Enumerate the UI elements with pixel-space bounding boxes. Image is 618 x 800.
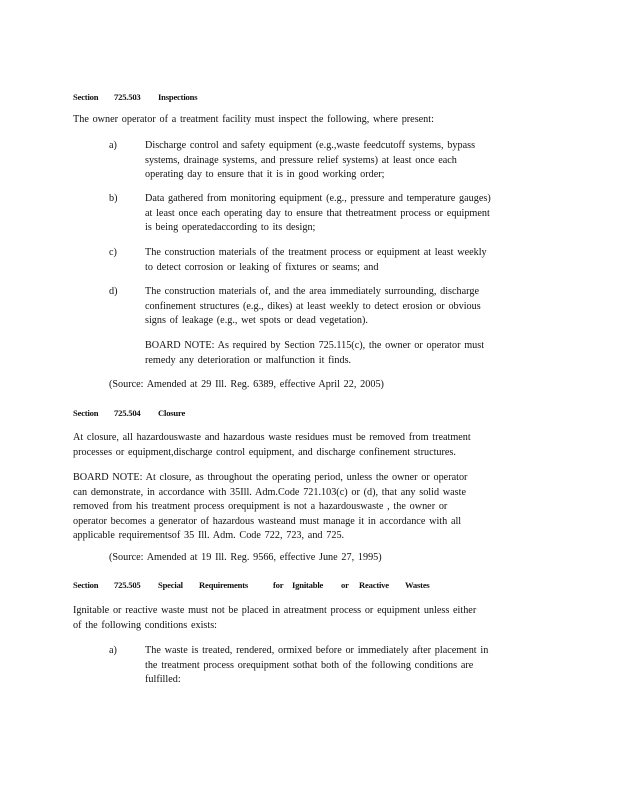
- section-number: 725.504: [114, 408, 141, 418]
- list-item: The waste is treated, rendered, ormixed before or immediately after placement in the treatment process orequipment sothat both of the following conditions are fulfilled:: [145, 645, 489, 686]
- section-word: Section: [73, 580, 99, 590]
- section-title: Inspections: [158, 92, 198, 102]
- list-item: The construction materials of the treatment process or equipment at least weekly to detect corrosion or leaking of fixtures or seams; and: [145, 247, 487, 273]
- title-word: Wastes: [405, 580, 430, 590]
- title-word: Reactive: [359, 580, 389, 590]
- source-note: (Source: Amended at 19 Ill. Reg. 9566, effective June 27, 1995): [109, 552, 382, 563]
- section-word: Section: [73, 92, 99, 102]
- board-note: BOARD NOTE: As required by Section 725.115(c), the owner or operator must remedy any deterioration or malfunction it finds.: [145, 340, 485, 366]
- section-intro: The owner operator of a treatment facility must inspect the following, where present:: [73, 114, 434, 125]
- source-note: (Source: Amended at 29 Ill. Reg. 6389, effective April 22, 2005): [109, 379, 384, 390]
- title-word: Special: [158, 580, 183, 590]
- section-word: Section: [73, 408, 99, 418]
- item-label-c: c): [109, 247, 117, 258]
- title-word: Ignitable: [292, 580, 324, 590]
- section-number: 725.505: [114, 580, 141, 590]
- section-intro: At closure, all hazardouswaste and hazardous waste residues must be removed from treatment processes or equipment,discharge control equipment, and discharge confinement structures.: [73, 432, 471, 458]
- item-label-d: d): [109, 286, 118, 297]
- section-intro: Ignitable or reactive waste must not be placed in atreatment process or equipment unless either of the following conditions exists:: [73, 605, 477, 631]
- item-label-b: b): [109, 193, 118, 204]
- title-word: or: [341, 580, 349, 590]
- list-item: Discharge control and safety equipment (e.g.,waste feedcutoff systems, bypass systems, drainage systems, and pressure relief systems) at least once each operating day to ensure that it is in good working order;: [145, 140, 476, 181]
- board-note: BOARD NOTE: At closure, as throughout the operating period, unless the owner or operator can demonstrate, in accordance with 35Ill. Adm.Code 721.103(c) or (d), that any solid waste removed from his treatment process orequipment is not a hazardouswaste , the owner or operator becomes a generator of hazardous wasteand must manage it in accordance with all applicable requirementsof 35 Ill. Adm. Code 722, 723, and 725.: [73, 472, 468, 542]
- item-label-a: a): [109, 140, 117, 151]
- title-word: for: [273, 580, 284, 590]
- list-item: The construction materials of, and the area immediately surrounding, discharge confinement structures (e.g., dikes) at least weekly to detect erosion or obvious signs of leakage (e.g., wet spots or dead vegetation).: [145, 286, 481, 327]
- section-number: 725.503: [114, 92, 141, 102]
- list-item: Data gathered from monitoring equipment (e.g., pressure and temperature gauges) at least once each operating day to ensure that thetreatment process or equipment is being operatedaccording to its design;: [145, 193, 491, 234]
- item-label-a: a): [109, 645, 117, 656]
- title-word: Requirements: [199, 580, 248, 590]
- section-title: Closure: [158, 408, 186, 418]
